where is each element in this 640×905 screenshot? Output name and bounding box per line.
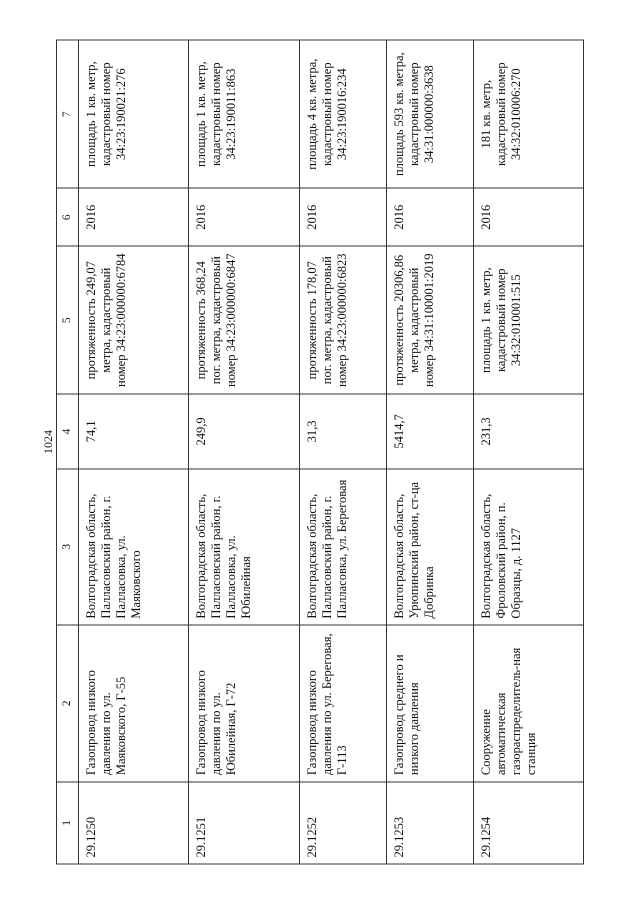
object-address: Волгоградская область, Палласовский район, г. Палласовка, ул. Маяковского	[79, 469, 189, 626]
object-name: Сооружение автоматическая газораспределитель-ная станция	[473, 625, 583, 782]
land-parameters: площадь 593 кв. метра, кадастровый номер 34:31:000000:3638	[386, 40, 473, 188]
object-address: Волгоградская область, Палласовский район, г. Палласовка, ул. Береговая	[299, 469, 386, 626]
table-row	[299, 40, 386, 864]
land-parameters: площадь 1 кв. метр, кадастровый номер 34:23:190011:863	[189, 40, 299, 188]
column-header: 2	[57, 625, 79, 782]
object-parameters: протяженность 249,07 метра, кадастровый номер 34:23:000000:6784	[79, 246, 189, 394]
object-parameters: протяженность 368,24 пог. метра, кадастровый номер 34:23:000000:6847	[189, 246, 299, 394]
object-parameters: площадь 1 кв. метр, кадастровый номер 34:32:010001:515	[473, 246, 583, 394]
object-year: 2016	[299, 188, 386, 246]
object-name: Газопровод низкого давления по ул. Маяковского, Г-55	[79, 625, 189, 782]
object-year: 2016	[189, 188, 299, 246]
table-row	[386, 40, 473, 864]
column-header: 4	[57, 394, 79, 468]
property-table	[56, 40, 584, 865]
row-number: 29.1254	[473, 782, 583, 864]
land-parameters: площадь 1 кв. метр, кадастровый номер 34:23:190021:276	[79, 40, 189, 188]
object-name: Газопровод низкого давления по ул. Юбилейная, Г-72	[189, 625, 299, 782]
object-value: 5414,7	[386, 394, 473, 468]
object-year: 2016	[473, 188, 583, 246]
object-address: Волгоградская область, Фроловский район, п. Образцы, д. 1127	[473, 469, 583, 626]
land-parameters: 181 кв. метр, кадастровый номер 34:32:010006:270	[473, 40, 583, 188]
object-year: 2016	[79, 188, 189, 246]
page-number: 1024	[41, 430, 55, 454]
row-number: 29.1253	[386, 782, 473, 864]
object-parameters: протяженность 178,07 пог. метра, кадастровый номер 34:23:000000:6823	[299, 246, 386, 394]
row-number: 29.1252	[299, 782, 386, 864]
column-header: 7	[57, 40, 79, 188]
column-header: 1	[57, 782, 79, 864]
object-name: Газопровод низкого давления по ул. Береговая, Г-113	[299, 625, 386, 782]
row-number: 29.1251	[189, 782, 299, 864]
column-header: 6	[57, 188, 79, 246]
row-number: 29.1250	[79, 782, 189, 864]
object-value: 249,9	[189, 394, 299, 468]
object-name: Газопровод среднего и низкого давления	[386, 625, 473, 782]
object-address: Волгоградская область, Палласовский район, г. Палласовка, ул. Юбилейная	[189, 469, 299, 626]
object-value: 31,3	[299, 394, 386, 468]
object-year: 2016	[386, 188, 473, 246]
table-row	[189, 40, 299, 864]
land-parameters: площадь 4 кв. метра, кадастровый номер 34:23:190016:234	[299, 40, 386, 188]
object-parameters: протяженность 20306,86 метра, кадастровый номер 34:31:100001:2019	[386, 246, 473, 394]
object-value: 231,3	[473, 394, 583, 468]
object-address: Волгоградская область, Урюпинский район, ст-ца Добринка	[386, 469, 473, 626]
column-header: 3	[57, 469, 79, 626]
object-value: 74,1	[79, 394, 189, 468]
table-row	[79, 40, 189, 864]
header-row	[57, 40, 79, 864]
column-header: 5	[57, 246, 79, 394]
rotated-table-container	[56, 40, 584, 865]
table-row	[473, 40, 583, 864]
